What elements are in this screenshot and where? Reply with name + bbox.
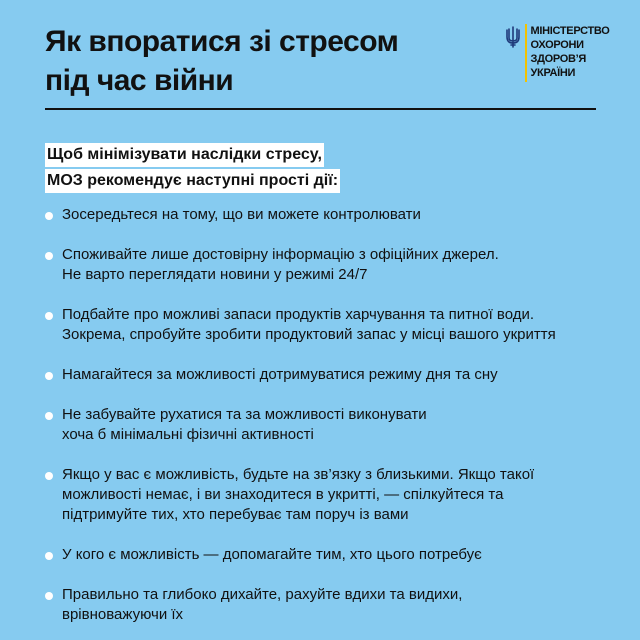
- tip-item: [45, 585, 605, 625]
- tip-text: Якщо у вас є можливість, будьте на зв’язку з близькими. Якщо такої: [62, 466, 535, 483]
- ministry-name: [531, 24, 610, 80]
- trident-icon: [506, 26, 520, 48]
- title-line: Як впоратися зі стресом: [45, 25, 399, 58]
- header-divider: [45, 108, 596, 110]
- ministry-line: ЗДОРОВ’Я: [530, 53, 587, 65]
- ministry-line: УКРАЇНИ: [530, 67, 576, 79]
- tip-text: підтримуйте тих, хто перебуває там поруч із вами: [62, 506, 409, 523]
- tip-text: Не варто переглядати новини у режимі 24/7: [62, 266, 368, 283]
- tips-list: [45, 205, 605, 640]
- tip-item: [45, 365, 605, 385]
- tip-text: Намагайтеся за можливості дотримуватися режиму дня та сну: [62, 366, 498, 383]
- tip-text: Правильно та глибоко дихайте, рахуйте вдихи та видихи,: [62, 586, 463, 603]
- bullet-icon: [45, 312, 53, 320]
- tip-text: хоча б мінімальні фізичні активності: [62, 426, 314, 443]
- tip-text: Споживайте лише достовірну інформацію з офіційних джерел.: [62, 246, 499, 263]
- bullet-icon: [45, 252, 53, 260]
- tip-item: [45, 405, 605, 445]
- ministry-logo: [506, 24, 610, 82]
- ministry-line: ОХОРОНИ: [530, 39, 584, 51]
- page-title: [45, 22, 425, 100]
- bullet-icon: [45, 212, 53, 220]
- tip-item: [45, 305, 605, 345]
- tip-text: Зосередьтеся на тому, що ви можете контролювати: [62, 206, 421, 223]
- tip-text: Зокрема, спробуйте зробити продуктовий запас у місці вашого укриття: [62, 326, 556, 343]
- ministry-divider: [525, 24, 527, 82]
- tip-item: [45, 465, 605, 525]
- ministry-line: МІНІСТЕРСТВО: [530, 25, 610, 37]
- tip-text: У кого є можливість — допомагайте тим, хто цього потребує: [62, 546, 482, 563]
- intro-line: МОЗ рекомендує наступні прості дії:: [45, 169, 340, 193]
- tip-text: врівноважуючи їх: [62, 606, 184, 623]
- tip-item: [45, 245, 605, 285]
- bullet-icon: [45, 472, 53, 480]
- intro-callout: [45, 143, 340, 195]
- tip-text: Не забувайте рухатися та за можливості виконувати: [62, 406, 427, 423]
- tip-text: можливості немає, і ви знаходитеся в укритті, — спілкуйтеся та: [62, 486, 504, 503]
- tip-item: [45, 545, 605, 565]
- intro-line: Щоб мінімізувати наслідки стресу,: [45, 143, 324, 167]
- tip-text: Подбайте про можливі запаси продуктів харчування та питної води.: [62, 306, 535, 323]
- tip-item: [45, 205, 605, 225]
- title-line: під час війни: [45, 64, 234, 97]
- bullet-icon: [45, 592, 53, 600]
- bullet-icon: [45, 372, 53, 380]
- bullet-icon: [45, 412, 53, 420]
- bullet-icon: [45, 552, 53, 560]
